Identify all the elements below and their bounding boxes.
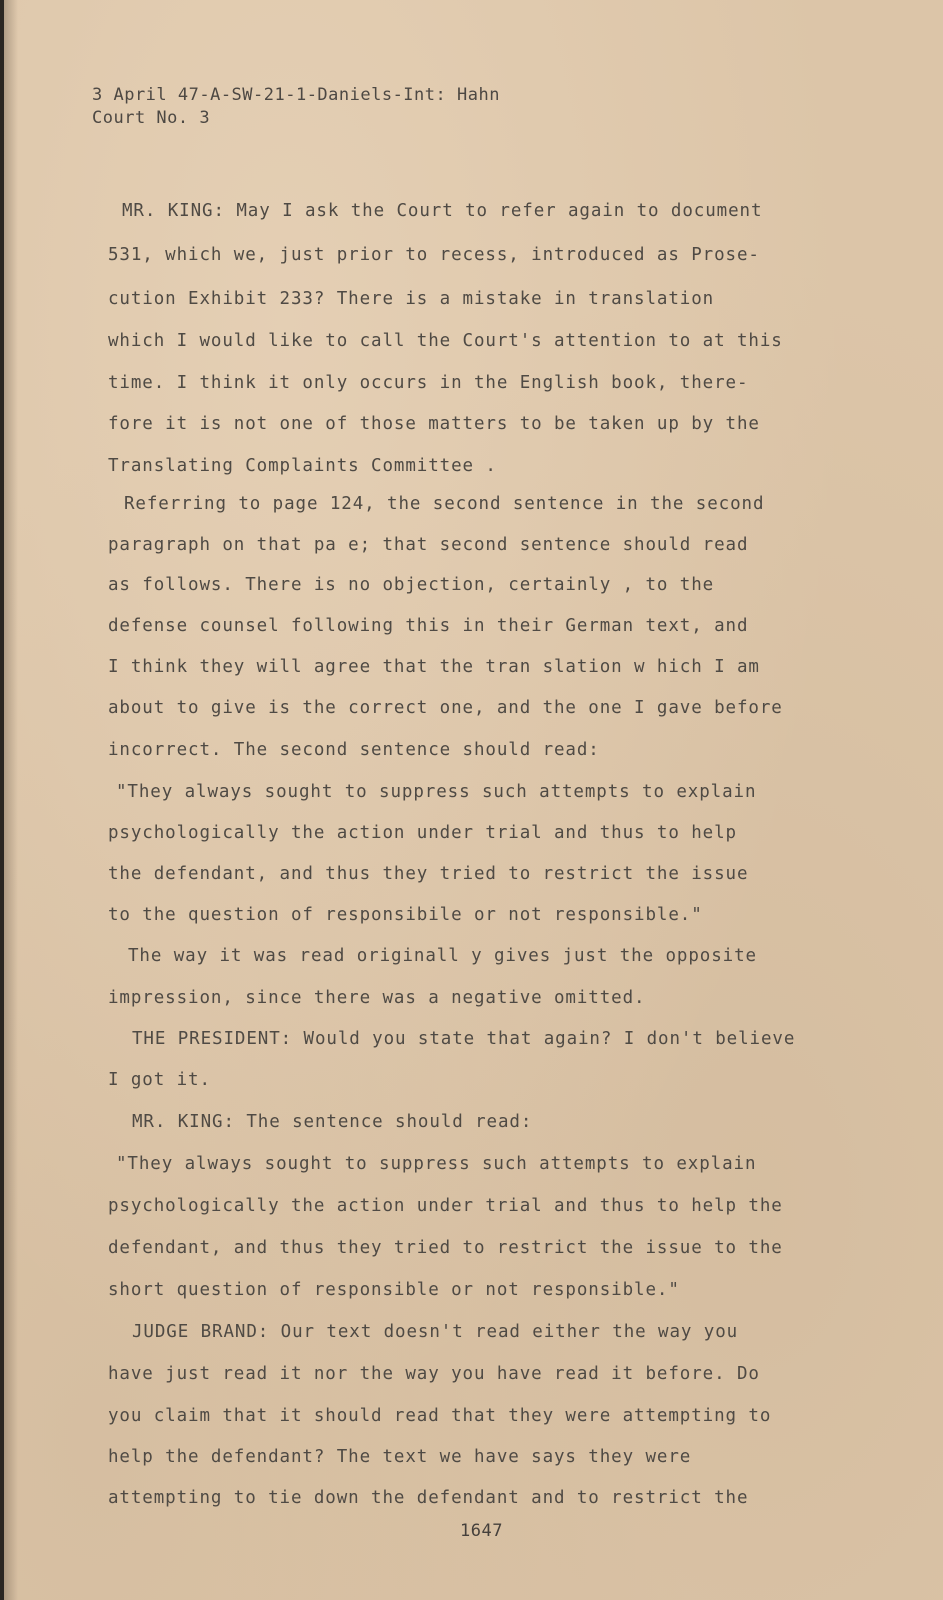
transcript-line: "They always sought to suppress such attempts to explain: [116, 1154, 757, 1174]
transcript-line: impression, since there was a negative omitted.: [108, 988, 646, 1008]
transcript-line: as follows. There is no objection, certainly , to the: [108, 575, 715, 595]
header-line-1: 3 April 47-A-SW-21-1-Daniels-Int: Hahn: [92, 85, 500, 105]
transcript-line: to the question of responsibile or not responsible.": [108, 905, 703, 925]
transcript-line: about to give is the correct one, and the one I gave before: [108, 698, 783, 718]
transcript-line: 531, which we, just prior to recess, introduced as Prose-: [108, 245, 760, 265]
transcript-line: I got it.: [108, 1070, 211, 1090]
transcript-line: help the defendant? The text we have says they were: [108, 1447, 692, 1467]
transcript-line: you claim that it should read that they were attempting to: [108, 1406, 772, 1426]
transcript-line: Referring to page 124, the second sentence in the second: [124, 494, 765, 514]
transcript-line: time. I think it only occurs in the English book, there-: [108, 373, 749, 393]
transcript-line: the defendant, and thus they tried to restrict the issue: [108, 864, 749, 884]
transcript-line: short question of responsible or not responsible.": [108, 1280, 680, 1300]
transcript-line: cution Exhibit 233? There is a mistake in translation: [108, 289, 715, 309]
document-page: [4, 0, 943, 1600]
transcript-line: MR. KING: May I ask the Court to refer again to document: [122, 201, 763, 221]
transcript-line: psychologically the action under trial and thus to help the: [108, 1196, 783, 1216]
transcript-line: I think they will agree that the tran slation w hich I am: [108, 657, 760, 677]
page-left-edge-shadow: [4, 0, 18, 1600]
transcript-line: paragraph on that pa e; that second sentence should read: [108, 535, 749, 555]
transcript-line: The way it was read originall y gives just the opposite: [128, 946, 757, 966]
transcript-line: have just read it nor the way you have read it before. Do: [108, 1364, 760, 1384]
transcript-line: "They always sought to suppress such attempts to explain: [116, 782, 757, 802]
transcript-line: incorrect. The second sentence should read:: [108, 740, 600, 760]
transcript-line: defendant, and thus they tried to restrict the issue to the: [108, 1238, 783, 1258]
transcript-line: Translating Complaints Committee .: [108, 456, 497, 476]
page-number: 1647: [460, 1521, 503, 1541]
transcript-line: MR. KING: The sentence should read:: [132, 1112, 533, 1132]
transcript-line: psychologically the action under trial and thus to help: [108, 823, 737, 843]
transcript-line: defense counsel following this in their German text, and: [108, 616, 749, 636]
document-header: [92, 84, 500, 130]
transcript-line: attempting to tie down the defendant and to restrict the: [108, 1488, 749, 1508]
transcript-line: JUDGE BRAND: Our text doesn't read either the way you: [132, 1322, 739, 1342]
header-line-2: Court No. 3: [92, 108, 211, 128]
transcript-line: THE PRESIDENT: Would you state that again? I don't believe: [132, 1029, 796, 1049]
transcript-line: fore it is not one of those matters to be taken up by the: [108, 414, 760, 434]
transcript-line: which I would like to call the Court's attention to at this: [108, 331, 783, 351]
